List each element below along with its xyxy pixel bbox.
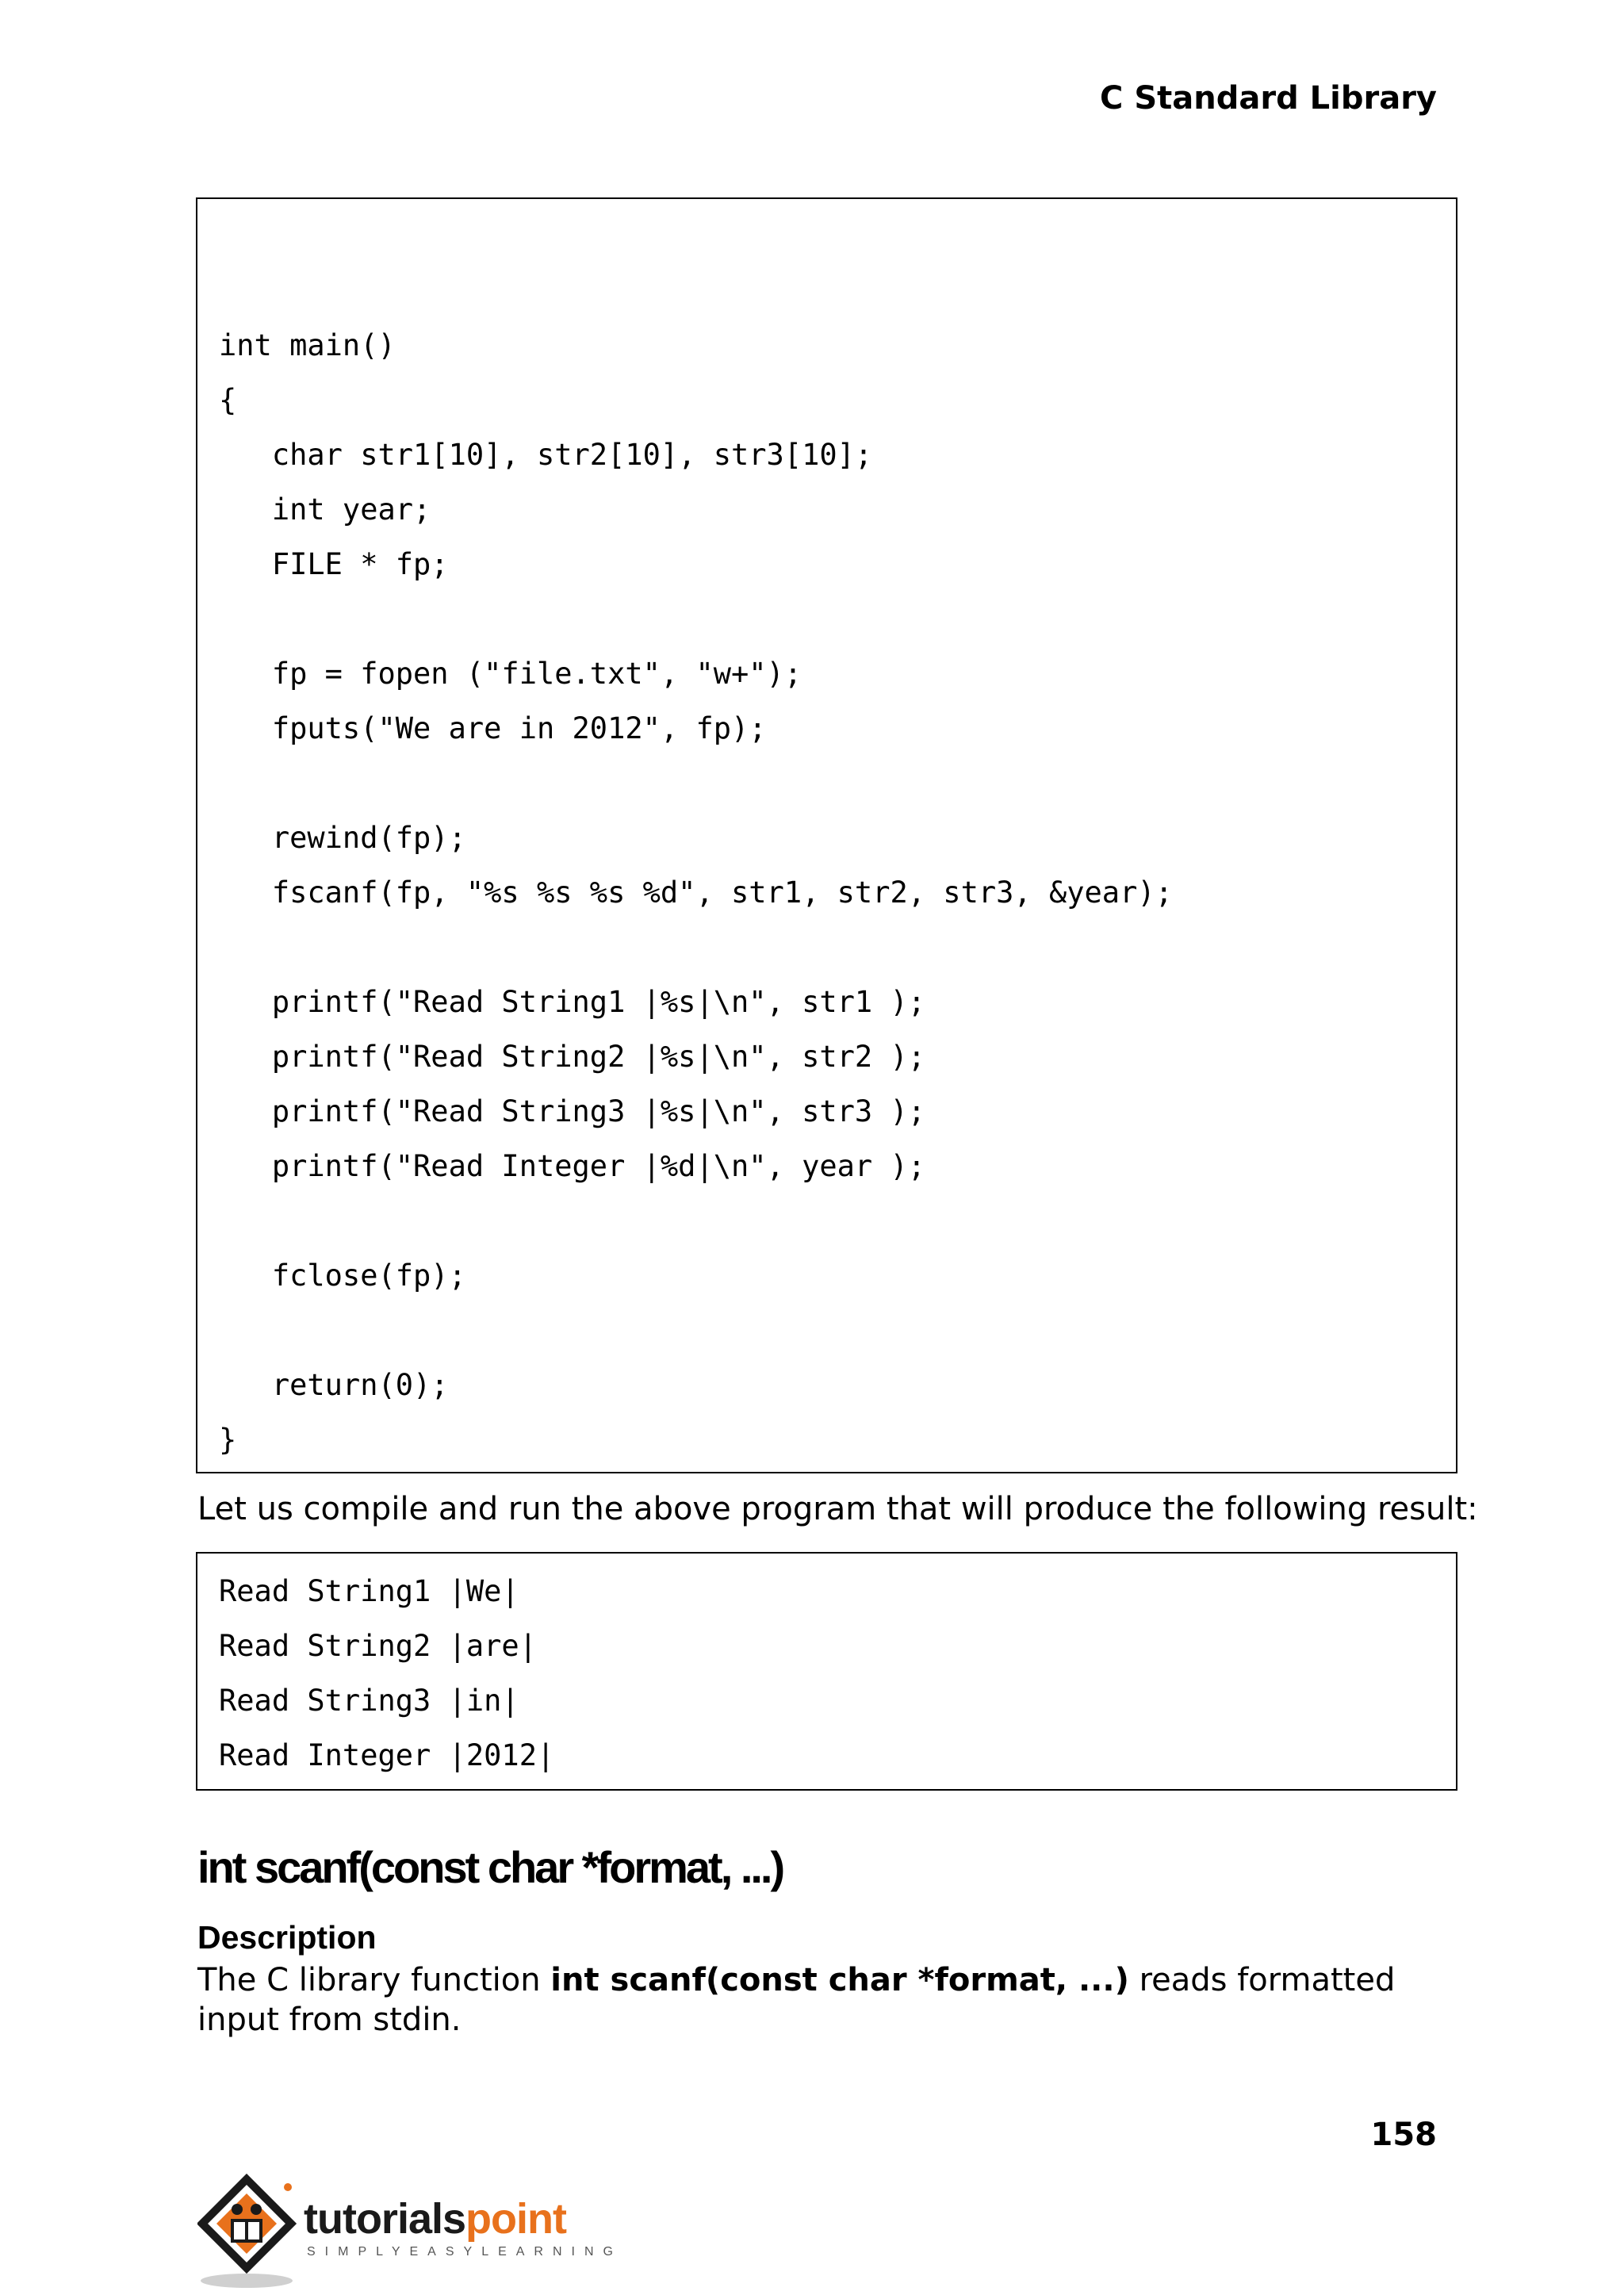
logo-wordmark bbox=[304, 2195, 566, 2243]
code-block-program bbox=[196, 197, 1457, 1473]
description-heading: Description bbox=[197, 1919, 377, 1956]
running-header: C Standard Library bbox=[1100, 80, 1437, 117]
output-listing: Read String1 |We| Read String2 |are| Read String3 |in| Read Integer |2012| bbox=[219, 1574, 555, 1772]
tutorialspoint-logo bbox=[197, 2173, 622, 2292]
logo-emblem-icon bbox=[197, 2173, 301, 2292]
code-block-output bbox=[196, 1552, 1457, 1791]
page-number: 158 bbox=[1370, 2117, 1437, 2153]
code-listing: int main() { char str1[10], str2[10], str3[10]; int year; FILE * fp; fp = fopen ("file.txt", "w+"); fputs("We are in 2012", fp); rewind(fp); fscanf(fp, "%s %s %s %d", str1, str2, str3, &year); printf("Read String1 |%s|\n", str1 ); printf("Read String2 |%s|\n", str2 ); printf("Read String3 |%s|\n", str3 ); printf("Read Integer |%d|\n", year ); fclose(fp); return(0); } bbox=[219, 328, 1173, 1457]
intro-paragraph: Let us compile and run the above program that will produce the following result: bbox=[197, 1491, 1478, 1527]
desc-prefix: The C library function bbox=[197, 1962, 551, 1998]
section-heading: int scanf(const char *format, ...) bbox=[197, 1842, 783, 1892]
logo-word-point: point bbox=[465, 2195, 566, 2243]
desc-function-signature: int scanf(const char *format, ...) bbox=[550, 1962, 1129, 1998]
description-paragraph bbox=[197, 1960, 1458, 2040]
logo-word-tutorials: tutorials bbox=[304, 2195, 466, 2243]
logo-tagline: SIMPLYEASYLEARNING bbox=[307, 2245, 622, 2259]
desc-suffix: reads formatted input from stdin. bbox=[197, 1962, 1396, 2038]
